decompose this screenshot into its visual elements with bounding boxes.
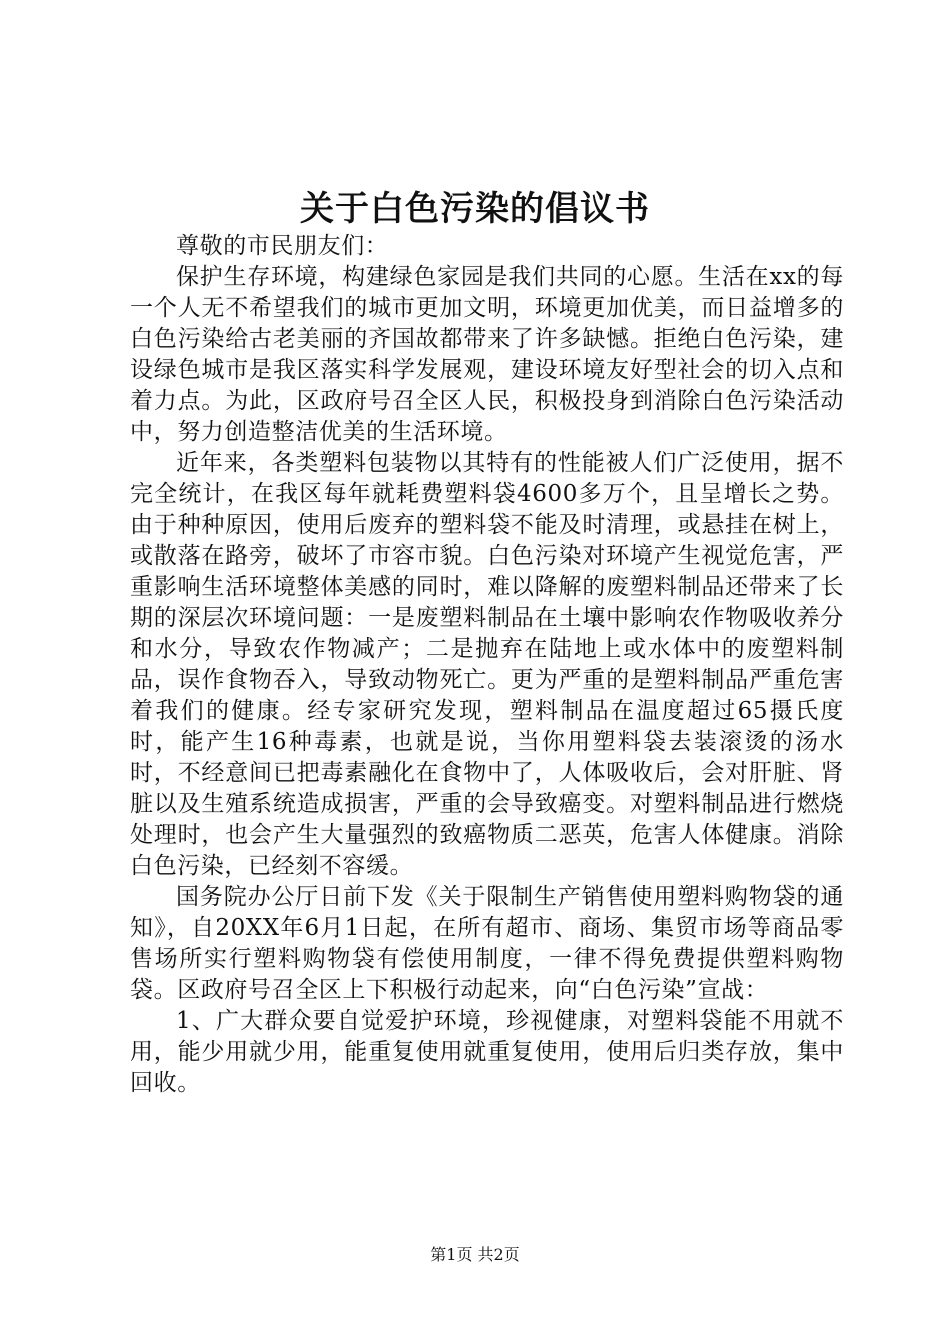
document-body — [130, 231, 844, 1099]
paragraph: 1、广大群众要自觉爱护环境，珍视健康，对塑料袋能不用就不用，能少用就少用，能重复使用就重复使用，使用后归类存放，集中回收。 — [130, 1008, 844, 1096]
paragraph: 国务院办公厅日前下发《关于限制生产销售使用塑料购物袋的通知》，自20XX年6月1日起，在所有超市、商场、集贸市场等商品零售场所实行塑料购物袋有偿使用制度，一律不得免费提供塑料购物袋。区政府号召全区上下积极行动起来，向“白色污染”宣战： — [130, 884, 844, 1003]
salutation: 尊敬的市民朋友们： — [176, 233, 389, 259]
page-footer: 第1页 共2页 — [430, 1245, 520, 1264]
document-title: 关于白色污染的倡议书 — [300, 189, 650, 229]
paragraph: 保护生存环境，构建绿色家园是我们共同的心愿。生活在xx的每一个人无不希望我们的城市更加文明，环境更加优美，而日益增多的白色污染给古老美丽的齐国故都带来了许多缺憾。拒绝白色污染，建设绿色城市是我区落实科学发展观，建设环境友好型社会的切入点和着力点。为此，区政府号召全区人民，积极投身到消除白色污染活动中，努力创造整洁优美的生活环境。 — [130, 264, 844, 445]
paragraph: 近年来，各类塑料包装物以其特有的性能被人们广泛使用，据不完全统计，在我区每年就耗费塑料袋4600多万个，且呈增长之势。由于种种原因，使用后废弃的塑料袋不能及时清理，或悬挂在树上，或散落在路旁，破坏了市容市貌。白色污染对环境产生视觉危害，严重影响生活环境整体美感的同时，难以降解的废塑料制品还带来了长期的深层次环境问题：一是废塑料制品在土壤中影响农作物吸收养分和水分，导致农作物减产；二是抛弃在陆地上或水体中的废塑料制品，误作食物吞入，导致动物死亡。更为严重的是塑料制品严重危害着我们的健康。经专家研究发现，塑料制品在温度超过65摄氏度时，能产生16种毒素，也就是说，当你用塑料袋去装滚烫的汤水时，不经意间已把毒素融化在食物中了，人体吸收后，会对肝脏、肾脏以及生殖系统造成损害，严重的会导致癌变。对塑料制品进行燃烧处理时，也会产生大量强烈的致癌物质二恶英，危害人体健康。消除白色污染，已经刻不容缓。 — [130, 450, 844, 879]
